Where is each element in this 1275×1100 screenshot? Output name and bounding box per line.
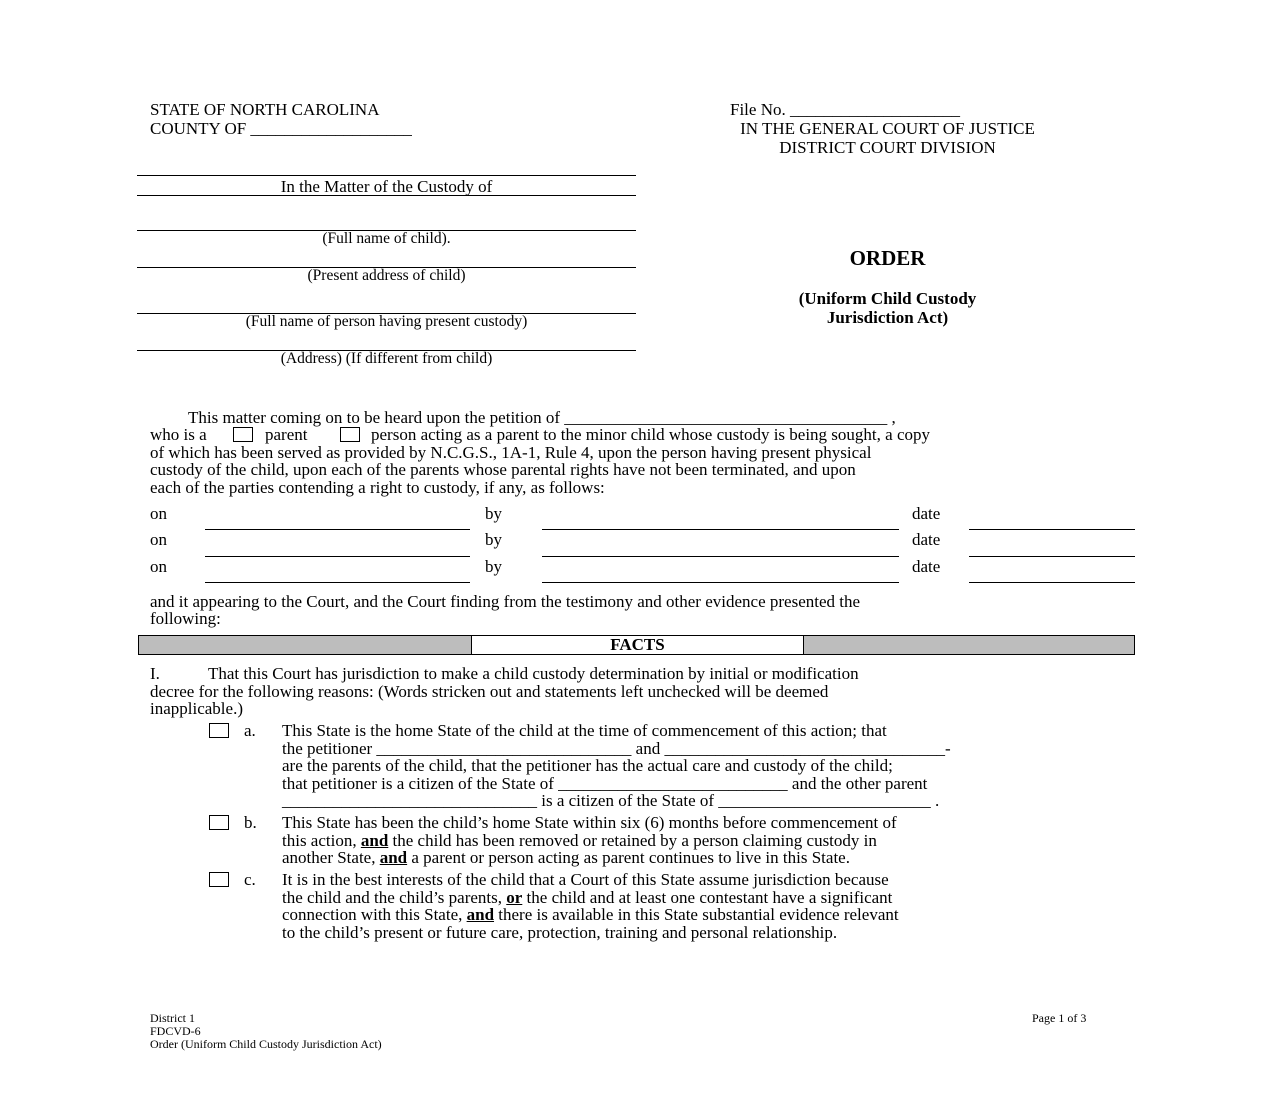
reason-a-checkbox[interactable] bbox=[209, 723, 229, 738]
appearing-line-1: and it appearing to the Court, and the Court finding from the testimony and other evidence presented the bbox=[150, 592, 861, 611]
by-field[interactable] bbox=[542, 556, 899, 557]
order-subtitle-1: (Uniform Child Custody bbox=[798, 289, 977, 308]
by-label: by bbox=[485, 530, 502, 549]
file-number-field[interactable]: File No. ____________________ bbox=[730, 100, 960, 119]
order-subtitle-2: Jurisdiction Act) bbox=[826, 308, 949, 327]
and-emphasis: and bbox=[379, 848, 408, 867]
reason-b-line-2b: the child has been removed or retained by a person claiming custody in bbox=[392, 831, 877, 850]
intro-line-5: each of the parties contending a right to custody, if any, as follows: bbox=[150, 478, 605, 497]
reason-c-line-1: It is in the best interests of the child that a Court of this State assume jurisdiction because bbox=[282, 870, 889, 889]
by-field[interactable] bbox=[542, 582, 899, 583]
intro-line-3: of which has been served as provided by N.C.G.S., 1A-1, Rule 4, upon the person having present physical bbox=[150, 443, 872, 462]
and-emphasis: and bbox=[360, 831, 389, 850]
reason-c-checkbox[interactable] bbox=[209, 872, 229, 887]
reason-c-line-2b: the child and at least one contestant have a significant bbox=[526, 888, 893, 907]
intro-line-4: custody of the child, upon each of the parents whose parental rights have not been terminated, and upon bbox=[150, 460, 856, 479]
division-heading: DISTRICT COURT DIVISION bbox=[779, 138, 996, 157]
reason-b-line-1: This State has been the child’s home State within six (6) months before commencement of bbox=[282, 813, 897, 832]
footer-district: District 1 bbox=[150, 1011, 195, 1025]
reason-c-line-4: to the child’s present or future care, protection, training and personal relationship. bbox=[282, 923, 838, 942]
parent-checkbox[interactable] bbox=[233, 427, 253, 442]
date-field[interactable] bbox=[969, 582, 1135, 583]
reason-b-line-3b: a parent or person acting as parent continues to live in this State. bbox=[411, 848, 850, 867]
reason-a-line-4: that petitioner is a citizen of the State of ___________________________ and the other parent bbox=[282, 774, 928, 793]
date-field[interactable] bbox=[969, 529, 1135, 530]
date-label: date bbox=[912, 530, 941, 549]
or-emphasis: or bbox=[506, 888, 523, 907]
reason-c-line-3 bbox=[282, 905, 899, 924]
reason-a-line-2: the petitioner ______________________________ and _________________________________- bbox=[282, 739, 951, 758]
reason-b-line-3a: another State, bbox=[282, 848, 376, 867]
child-name-label: (Full name of child). bbox=[322, 230, 451, 247]
on-label: on bbox=[150, 557, 167, 576]
child-address-label: (Present address of child) bbox=[307, 267, 466, 284]
reason-c-line-3b: there is available in this State substantial evidence relevant bbox=[498, 905, 899, 924]
footer-form-number: FDCVD-6 bbox=[150, 1024, 201, 1038]
custodian-name-label: (Full name of person having present custody) bbox=[245, 313, 528, 330]
court-heading: IN THE GENERAL COURT OF JUSTICE bbox=[740, 119, 1035, 138]
facts-line-1: That this Court has jurisdiction to make a child custody determination by initial or modification bbox=[208, 664, 859, 683]
petition-line: This matter coming on to be heard upon the petition of ______________________________________ , bbox=[188, 408, 896, 427]
by-label: by bbox=[485, 504, 502, 523]
date-field[interactable] bbox=[969, 556, 1135, 557]
reason-b-checkbox[interactable] bbox=[209, 815, 229, 830]
facts-line-2: decree for the following reasons: (Words stricken out and statements left unchecked will be deemed bbox=[150, 682, 829, 701]
reason-b-line-3 bbox=[282, 848, 850, 867]
matter-heading: In the Matter of the Custody of bbox=[280, 177, 493, 196]
reason-c-line-2a: the child and the child’s parents, bbox=[282, 888, 502, 907]
who-is-a-label: who is a bbox=[150, 425, 207, 444]
person-acting-checkbox[interactable] bbox=[340, 427, 360, 442]
facts-line-3: inapplicable.) bbox=[150, 699, 243, 718]
on-field[interactable] bbox=[205, 529, 470, 530]
custodian-address-label: (Address) (If different from child) bbox=[280, 350, 493, 367]
reason-a-line-5: ______________________________ is a citizen of the State of _________________________ . bbox=[282, 791, 940, 810]
by-label: by bbox=[485, 557, 502, 576]
and-emphasis: and bbox=[466, 905, 495, 924]
on-label: on bbox=[150, 504, 167, 523]
facts-heading: FACTS bbox=[471, 635, 804, 655]
footer-page-number: Page 1 of 3 bbox=[1032, 1011, 1087, 1025]
order-title: ORDER bbox=[849, 246, 926, 270]
on-field[interactable] bbox=[205, 556, 470, 557]
reason-a-line-3: are the parents of the child, that the petitioner has the actual care and custody of the child; bbox=[282, 756, 893, 775]
on-label: on bbox=[150, 530, 167, 549]
footer-form-title: Order (Uniform Child Custody Jurisdiction Act) bbox=[150, 1037, 382, 1051]
appearing-line-2: following: bbox=[150, 609, 221, 628]
reason-c-label: c. bbox=[244, 870, 256, 889]
by-field[interactable] bbox=[542, 529, 899, 530]
reason-b-line-2a: this action, bbox=[282, 831, 357, 850]
reason-c-line-3a: connection with this State, bbox=[282, 905, 463, 924]
date-label: date bbox=[912, 557, 941, 576]
reason-b-label: b. bbox=[244, 813, 257, 832]
caption-rule-top bbox=[137, 175, 636, 176]
caption-rule bbox=[137, 195, 636, 196]
reason-a-line-1: This State is the home State of the child at the time of commencement of this action; that bbox=[282, 721, 887, 740]
on-field[interactable] bbox=[205, 582, 470, 583]
parent-label: parent bbox=[265, 425, 308, 444]
state-heading: STATE OF NORTH CAROLINA bbox=[150, 100, 380, 119]
person-acting-text: person acting as a parent to the minor child whose custody is being sought, a copy bbox=[371, 425, 930, 444]
reason-a-label: a. bbox=[244, 721, 256, 740]
facts-number: I. bbox=[150, 664, 160, 683]
county-field[interactable]: COUNTY OF ___________________ bbox=[150, 119, 412, 138]
date-label: date bbox=[912, 504, 941, 523]
